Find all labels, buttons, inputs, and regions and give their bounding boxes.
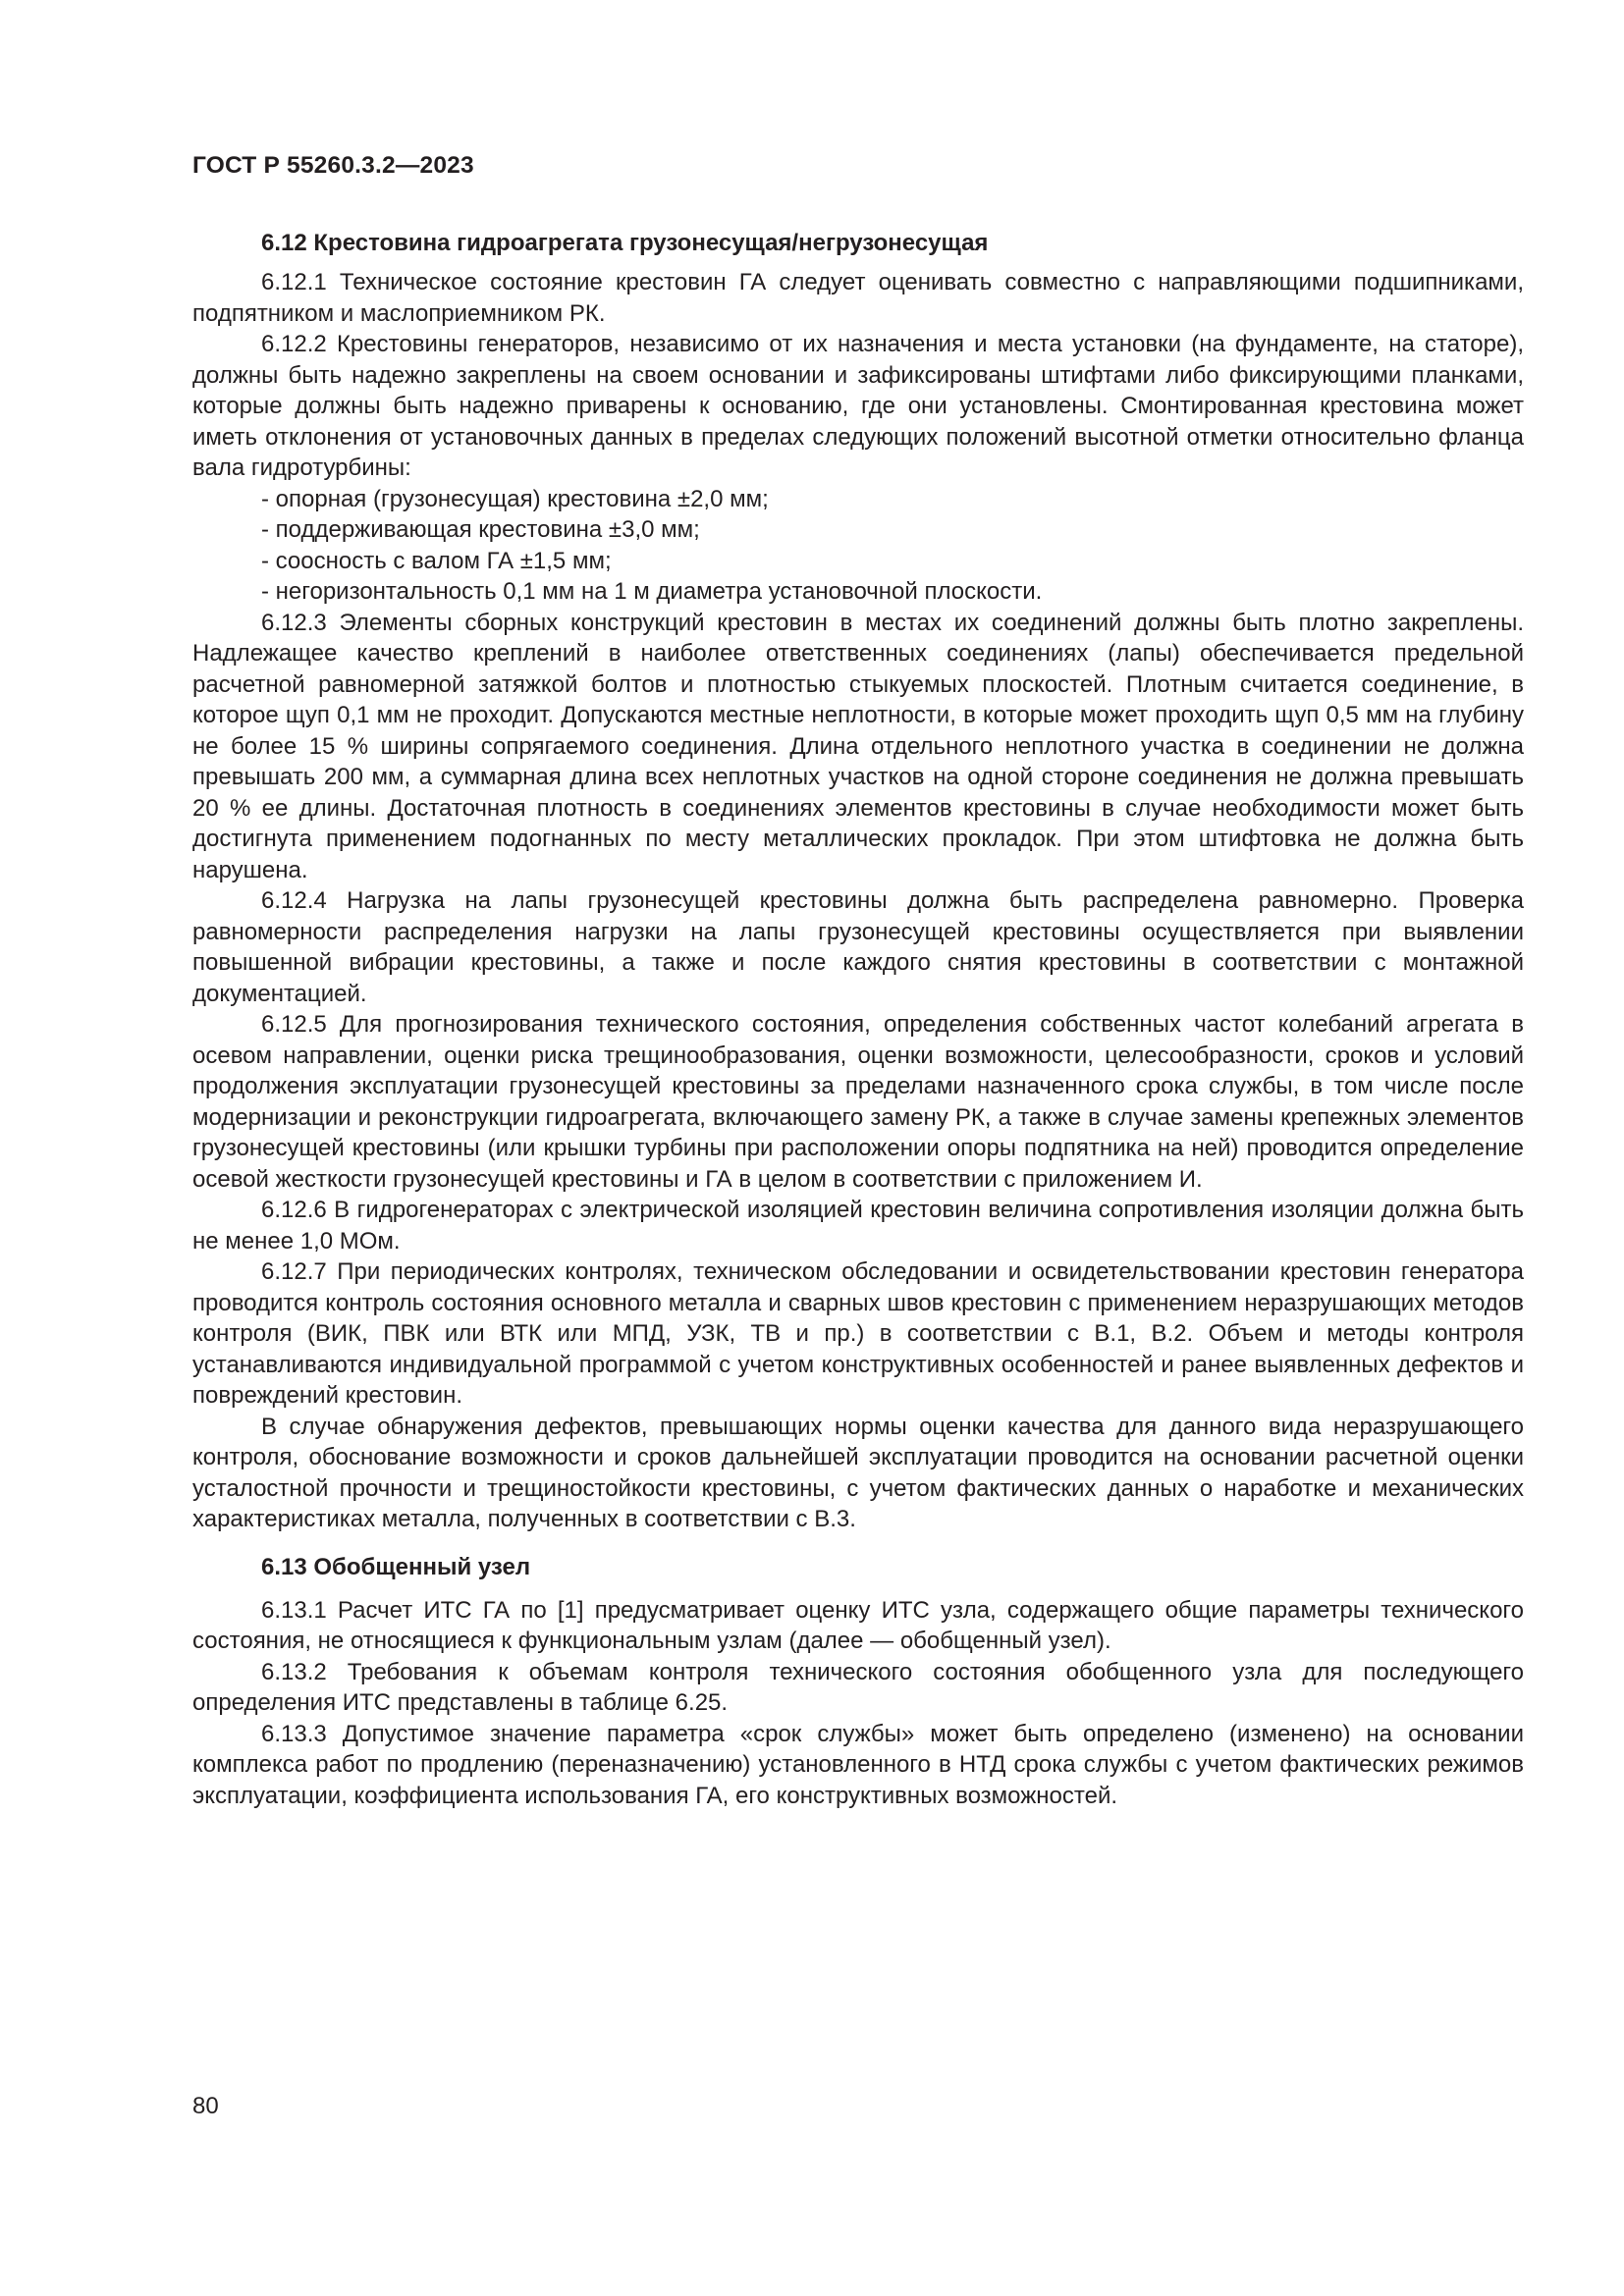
document-page bbox=[192, 0, 1524, 2296]
paragraph: 6.12.1 Техническое состояние крестовин ГА следует оценивать совместно с направляющими подшипниками, подпятником и маслоприемником РК. bbox=[192, 269, 1524, 327]
document-header: ГОСТ Р 55260.3.2—2023 bbox=[192, 152, 474, 179]
paragraph: 6.12.6 В гидрогенераторах с электрической изоляцией крестовин величина сопротивления изоляции должна быть не менее 1,0 МОм. bbox=[192, 1197, 1524, 1255]
list-item: - поддерживающая крестовина ±3,0 мм; bbox=[261, 516, 700, 543]
paragraph: 6.12.5 Для прогнозирования технического состояния, определения собственных частот колебаний агрегата в осевом направлении, оценки риска трещинообразования, оценки возможности, целесообразности, сроков и условий продолжения эксплуатации грузонесущей крестовины за пределами назначенного срока службы, в том числе после модернизации и реконструкции гидроагрегата, включающего замену РК, а также в случае замены крепежных элементов грузонесущей крестовины (или крышки турбины при расположении опоры подпятника на ней) проводится определение осевой жесткости грузонесущей крестовины и ГА в целом в соответствии с приложением И. bbox=[192, 1011, 1524, 1193]
document-body bbox=[192, 228, 1524, 1811]
section-6-13 bbox=[192, 1552, 1524, 1812]
list-item: - негоризонтальность 0,1 мм на 1 м диаметра установочной плоскости. bbox=[261, 578, 1043, 605]
list-item: - соосность с валом ГА ±1,5 мм; bbox=[261, 547, 612, 574]
tolerance-list bbox=[192, 484, 1524, 608]
list-item: - опорная (грузонесущая) крестовина ±2,0 мм; bbox=[261, 485, 769, 512]
paragraph: 6.12.2 Крестовины генераторов, независимо от их назначения и места установки (на фундаменте, на статоре), должны быть надежно закреплены на своем основании и зафиксированы штифтами либо фиксирующими планками, которые должны быть надежно приварены к основанию, где они установлены. Смонтированная крестовина может иметь отклонения от установочных данных в пределах следующих положений высотной отметки относительно фланца вала гидротурбины: bbox=[192, 331, 1524, 481]
paragraph: 6.13.3 Допустимое значение параметра «срок службы» может быть определено (изменено) на основании комплекса работ по продлению (переназначению) установленного в НТД срока службы с учетом фактических режимов эксплуатации, коэффициента использования ГА, его конструктивных возможностей. bbox=[192, 1720, 1524, 1809]
paragraph: 6.13.2 Требования к объемам контроля технического состояния обобщенного узла для последующего определения ИТС представлены в таблице 6.25. bbox=[192, 1658, 1524, 1716]
page-number: 80 bbox=[192, 2093, 219, 2119]
section-title: 6.13 Обобщенный узел bbox=[261, 1553, 531, 1580]
section-6-12 bbox=[192, 228, 1524, 1535]
paragraph: 6.13.1 Расчет ИТС ГА по [1] предусматривает оценку ИТС узла, содержащего общие параметры технического состояния, не относящиеся к функциональным узлам (далее — обобщенный узел). bbox=[192, 1596, 1524, 1654]
section-title: 6.12 Крестовина гидроагрегата грузонесущая/негрузонесущая bbox=[261, 230, 989, 256]
paragraph: 6.12.4 Нагрузка на лапы грузонесущей крестовины должна быть распределена равномерно. Проверка равномерности распределения нагрузки на лапы грузонесущей крестовины осуществляется при выявлении повышенной вибрации крестовины, а также и после каждого снятия крестовины в соответствии с монтажной документацией. bbox=[192, 887, 1524, 1007]
paragraph: В случае обнаружения дефектов, превышающих нормы оценки качества для данного вида неразрушающего контроля, обоснование возможности и сроков дальнейшей эксплуатации проводится на основании расчетной оценки усталостной прочности и трещиностойкости крестовины, с учетом фактических данных о наработке и механических характеристиках металла, полученных в соответствии с В.3. bbox=[192, 1413, 1524, 1532]
paragraph: 6.12.3 Элементы сборных конструкций крестовин в местах их соединений должны быть плотно закреплены. Надлежащее качество креплений в наиболее ответственных соединениях (лапы) обеспечивается предельной расчетной равномерной затяжкой болтов и плотностью стыкуемых плоскостей. Плотным считается соединение, в которое щуп 0,1 мм не проходит. Допускаются местные неплотности, в которые может проходить щуп 0,5 мм на глубину не более 15 % ширины сопрягаемого соединения. Длина отдельного неплотного участка в соединении не должна превышать 200 мм, а суммарная длина всех неплотных участков на одной стороне соединения не должна превышать 20 % ее длины. Достаточная плотность в соединениях элементов крестовины в случае необходимости может быть достигнута применением подогнанных по месту металлических прокладок. При этом штифтовка не должна быть нарушена. bbox=[192, 609, 1524, 883]
paragraph: 6.12.7 При периодических контролях, техническом обследовании и освидетельствовании крестовин генератора проводится контроль состояния основного металла и сварных швов крестовин с применением неразрушающих методов контроля (ВИК, ПВК или ВТК или МПД, УЗК, ТВ и пр.) в соответствии с В.1, В.2. Объем и методы контроля устанавливаются индивидуальной программой с учетом конструктивных особенностей и ранее выявленных дефектов и повреждений крестовин. bbox=[192, 1258, 1524, 1409]
